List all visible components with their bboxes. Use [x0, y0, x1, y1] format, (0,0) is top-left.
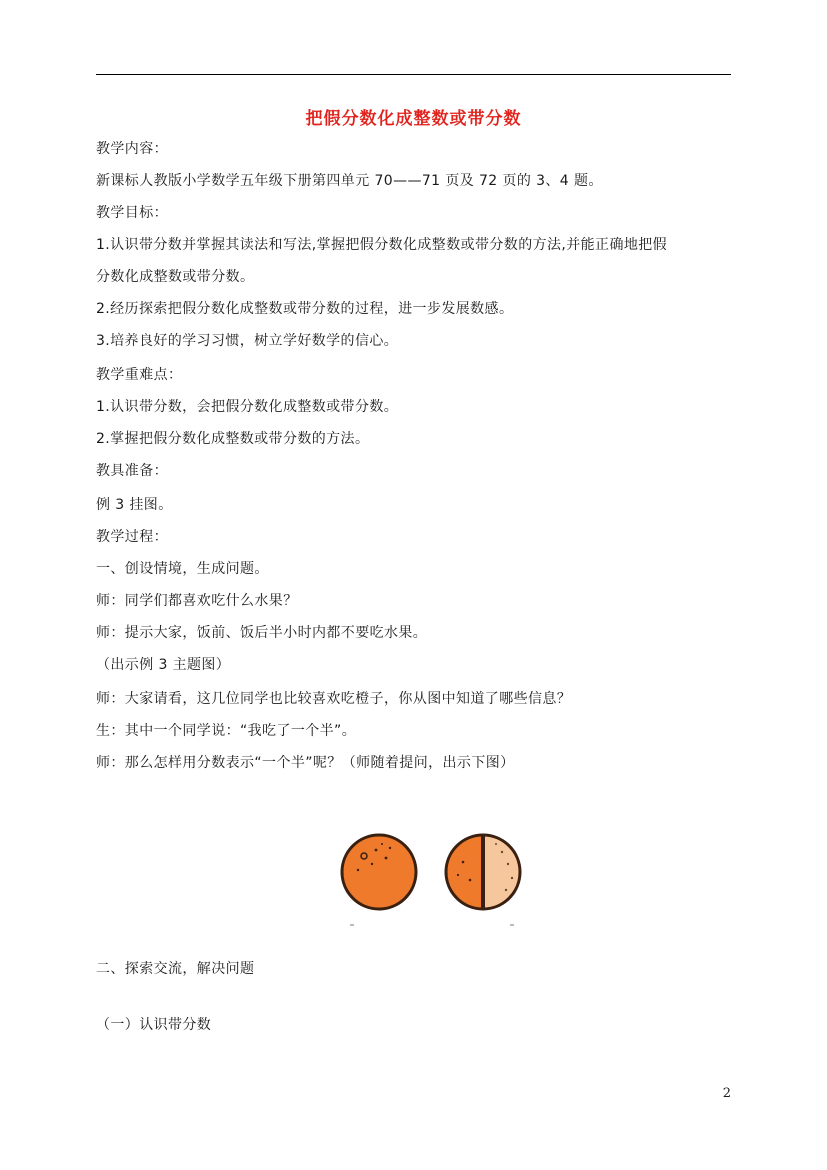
- page-number: 2: [722, 1086, 731, 1101]
- text-line: 教学过程：: [96, 529, 168, 545]
- text-line: 师：同学们都喜欢吃什么水果？: [96, 593, 298, 609]
- subsection-heading: （一）认识带分数: [96, 1017, 212, 1033]
- text-line: （出示例 3 主题图）: [96, 657, 231, 673]
- half-orange-icon: [446, 835, 520, 909]
- text-line: 师：那么怎样用分数表示“一个半”呢？（师随着提问，出示下图）: [96, 755, 515, 771]
- text-line: 教学目标：: [96, 205, 168, 221]
- text-line: 1.认识带分数，会把假分数化成整数或带分数。: [96, 399, 399, 415]
- text-line: 2.掌握把假分数化成整数或带分数的方法。: [96, 431, 370, 447]
- text-line: 例 3 挂图。: [96, 497, 173, 513]
- text-line: 2.经历探索把假分数化成整数或带分数的过程，进一步发展数感。: [96, 301, 514, 317]
- whole-orange-icon: [342, 835, 416, 909]
- text-line: 教学内容：: [96, 141, 168, 157]
- section-heading: 二、探索交流，解决问题: [96, 961, 255, 977]
- text-line: 教具准备：: [96, 463, 168, 479]
- document-title: 把假分数化成整数或带分数: [305, 109, 522, 129]
- oranges-figure: [330, 820, 530, 932]
- text-line: 教学重难点：: [96, 367, 183, 383]
- text-line: 师：提示大家，饭前、饭后半小时内都不要吃水果。: [96, 625, 428, 641]
- header-rule: [96, 74, 731, 75]
- text-line: 新课标人教版小学数学五年级下册第四单元 70——71 页及 72 页的 3、4 题。: [96, 173, 603, 189]
- text-line: 1.认识带分数并掌握其读法和写法,掌握把假分数化成整数或带分数的方法,并能正确地把假: [96, 237, 668, 253]
- text-line: 分数化成整数或带分数。: [96, 269, 255, 285]
- text-line: 一、创设情境，生成问题。: [96, 561, 269, 577]
- text-line: 生：其中一个同学说：“我吃了一个半”。: [96, 723, 357, 739]
- text-line: 3.培养良好的学习习惯，树立学好数学的信心。: [96, 333, 399, 349]
- text-line: 师：大家请看，这几位同学也比较喜欢吃橙子，你从图中知道了哪些信息？: [96, 691, 572, 707]
